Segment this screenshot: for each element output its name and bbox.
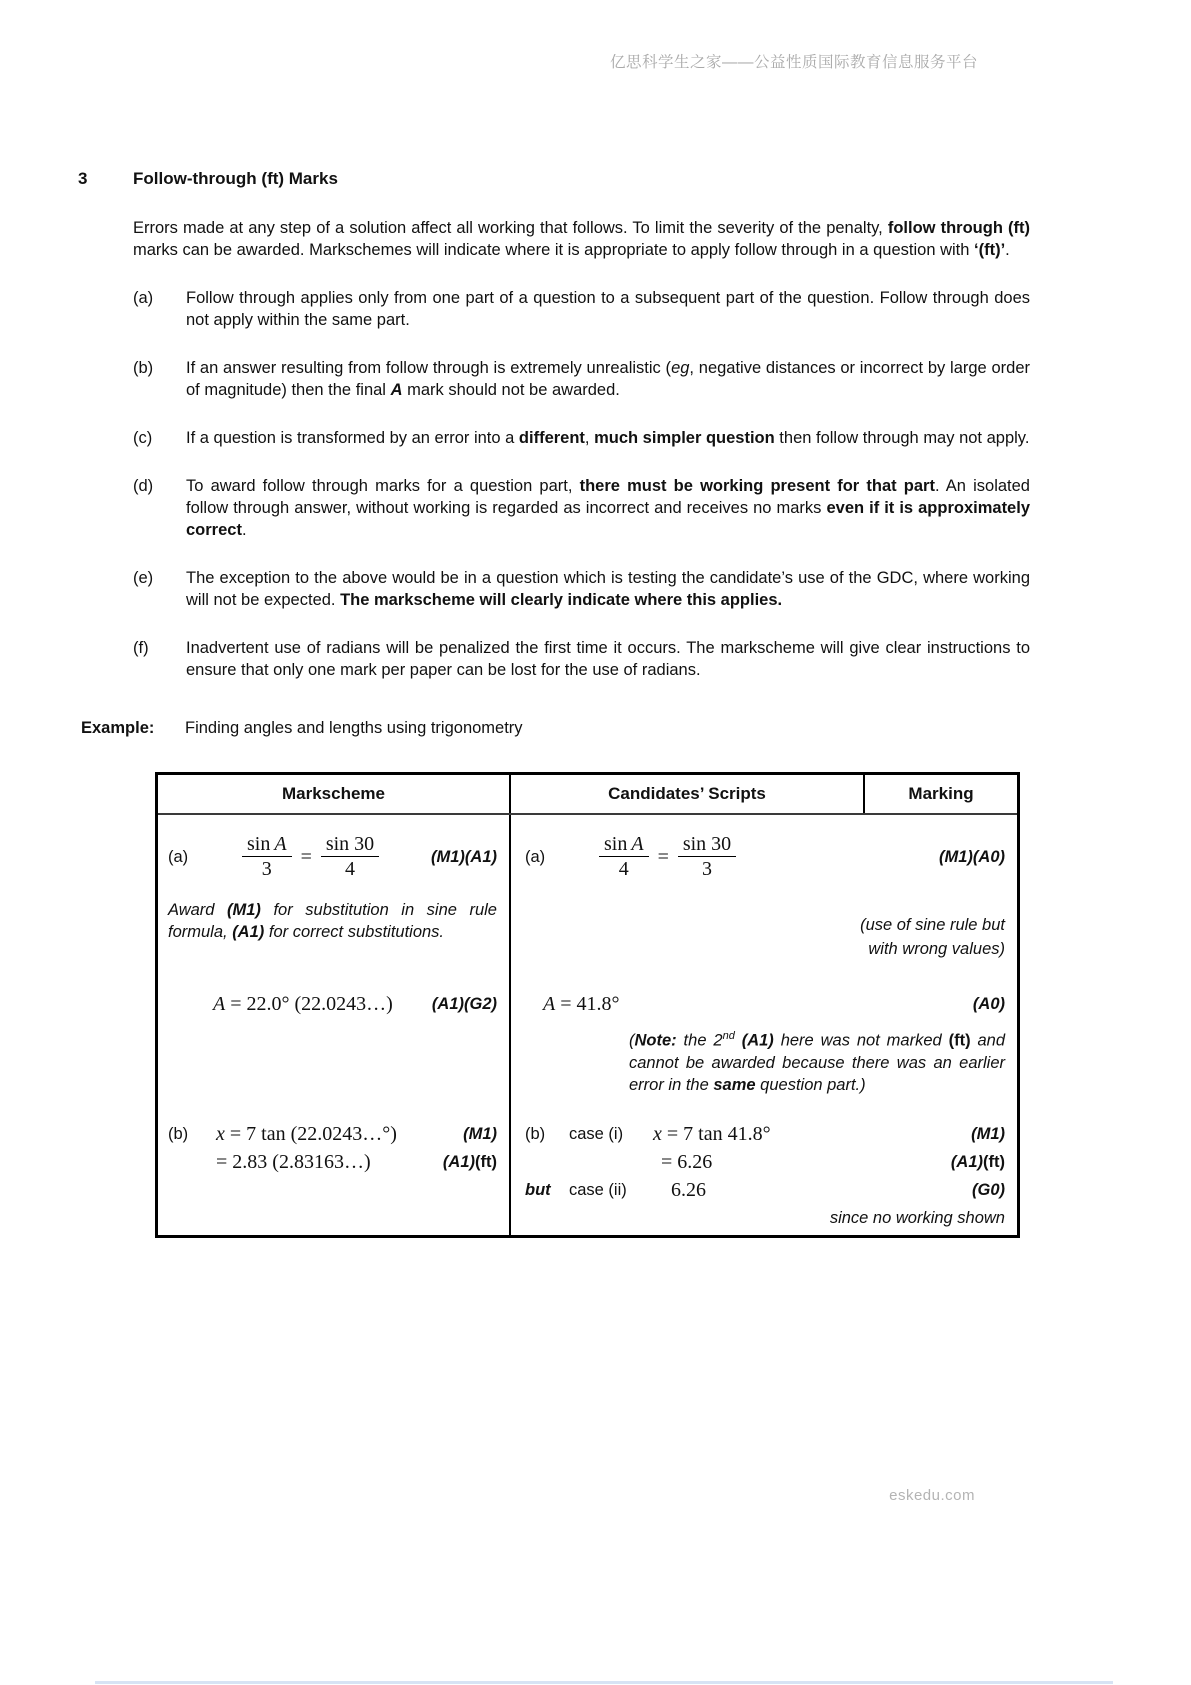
answer-expression xyxy=(653,1123,771,1145)
fraction-numerator: sin 30 xyxy=(678,833,736,857)
superscript: nd xyxy=(722,1030,735,1042)
sine-rule-equation xyxy=(599,833,736,881)
marks-badge: (M1) xyxy=(971,1125,1005,1143)
item-text xyxy=(186,427,1030,449)
math-variable: x xyxy=(216,1123,225,1145)
part-label: (a) xyxy=(168,847,189,866)
text-run: mark should not be awarded. xyxy=(402,381,620,399)
text-run-bold: even if it is approximately correct xyxy=(186,499,1030,539)
text-run-bold: different xyxy=(518,429,585,447)
math-function: sin xyxy=(604,833,628,855)
marks-badge: (G0) xyxy=(972,1181,1005,1199)
case-label: case (ii) xyxy=(569,1181,627,1199)
answer-expression xyxy=(216,1123,397,1145)
text-run: Award xyxy=(168,901,228,919)
answer-expression xyxy=(543,993,620,1015)
header-watermark: 亿思科学生之家——公益性质国际教育信息服务平台 xyxy=(609,54,978,71)
text-run-bold: much simpler question xyxy=(594,429,775,447)
candidate-part-a-equation xyxy=(525,833,1005,881)
fraction xyxy=(678,833,736,881)
marks-italic: (A1) xyxy=(442,1153,476,1171)
table-header-candidates: Candidates’ Scripts xyxy=(511,775,865,813)
fraction xyxy=(599,833,649,881)
marks-badge xyxy=(443,1151,497,1173)
item-label: (a) xyxy=(133,289,154,307)
text-run: , negative distances or incorrect by large order of magnitude) then the final xyxy=(186,359,1031,399)
text-run: for correct substitutions. xyxy=(264,923,445,941)
text-run: here was not marked xyxy=(773,1031,949,1050)
marks-ft: (ft) xyxy=(948,1031,971,1050)
marks-badge: (M1)(A1) xyxy=(431,847,497,866)
footer-watermark: eskedu.com xyxy=(889,1487,975,1504)
award-note xyxy=(168,899,497,943)
candidate-answer-line xyxy=(525,993,1005,1015)
item-text xyxy=(186,287,1030,331)
list-item-e xyxy=(133,567,1030,611)
list-item-f xyxy=(133,637,1030,681)
item-text xyxy=(186,475,1030,541)
text-run-bold: there must be working present for that part xyxy=(579,477,935,495)
item-text xyxy=(186,637,1030,681)
text-run: If a question is transformed by an error into a xyxy=(186,429,519,447)
text-run: . xyxy=(241,521,247,539)
text-run: and cannot be awarded because there was an earlier error in the xyxy=(629,1031,1005,1094)
markscheme-answer-line xyxy=(168,993,497,1015)
example-label: Example: xyxy=(81,719,155,737)
section-number: 3 xyxy=(78,169,88,188)
sine-rule-equation xyxy=(242,833,379,881)
fraction xyxy=(321,833,379,881)
marks-badge: (A0) xyxy=(972,995,1005,1013)
answer-expression: = 6.26 xyxy=(661,1151,713,1173)
text-run: marks can be awarded. Markschemes will indicate where it is appropriate to apply follow through in a question with xyxy=(133,241,975,259)
bottom-accent-bar xyxy=(95,1681,1113,1684)
markscheme-cell xyxy=(158,815,511,1235)
text-run: , xyxy=(584,429,595,447)
math-variable: A xyxy=(274,833,287,855)
fraction-denominator: 3 xyxy=(261,858,272,881)
math-variable: A xyxy=(213,993,226,1015)
candidate-part-b-line1 xyxy=(525,1123,1005,1145)
intro-paragraph xyxy=(133,217,1030,261)
section-title: Follow-through (ft) Marks xyxy=(133,169,338,188)
item-text xyxy=(186,567,1030,611)
text-run-bold: ‘(ft)’ xyxy=(974,241,1006,259)
table-header-markscheme: Markscheme xyxy=(158,775,511,813)
case-label: case (i) xyxy=(569,1125,624,1143)
markscheme-part-b-line1 xyxy=(168,1123,497,1145)
fraction-numerator: sin 30 xyxy=(321,833,379,857)
text-run: (use of sine rule but xyxy=(860,916,1005,934)
text-run-bold: (A1) xyxy=(232,923,265,941)
marks-badge: (A1)(G2) xyxy=(431,995,497,1013)
text-run-bold: The markscheme will clearly indicate where this applies. xyxy=(340,591,783,609)
math-variable: x xyxy=(653,1123,662,1145)
item-label: (c) xyxy=(133,429,153,447)
text-run-bold-italic: (A1) xyxy=(734,1031,774,1050)
part-label: (b) xyxy=(168,1125,189,1143)
math-variable: A xyxy=(543,993,556,1015)
text-run: . xyxy=(1005,241,1010,259)
text-run-italic: eg xyxy=(671,359,690,377)
candidate-part-b-case2 xyxy=(525,1179,1005,1201)
answer-expression xyxy=(213,993,393,1015)
fraction-denominator: 4 xyxy=(618,858,629,881)
text-run: . An isolated follow through answer, without working is regarded as incorrect and receives no marks xyxy=(186,477,1030,517)
text-run-bold-italic: A xyxy=(390,381,403,399)
marking-comment xyxy=(860,913,1005,961)
item-text xyxy=(186,357,1030,401)
part-label: (b) xyxy=(525,1125,546,1143)
item-label: (e) xyxy=(133,569,154,587)
math-text: = 22.0° (22.0243…) xyxy=(225,993,393,1015)
text-run: If an answer resulting from follow through is extremely unrealistic ( xyxy=(186,359,672,377)
math-text: = 7 tan 41.8° xyxy=(661,1123,771,1145)
math-text: = 41.8° xyxy=(555,993,620,1015)
answer-expression: = 2.83 (2.83163…) xyxy=(216,1151,371,1173)
text-run: The exception to the above would be in a question which is testing the candidate’s use of the GDC, where working will not be expected. xyxy=(186,569,1030,609)
text-run-bold-italic: same xyxy=(713,1075,756,1094)
item-label: (d) xyxy=(133,477,154,495)
item-label: (b) xyxy=(133,359,154,377)
math-function: sin xyxy=(247,833,271,855)
text-run: question part.) xyxy=(755,1075,866,1094)
text-run: To award follow through marks for a question part, xyxy=(186,477,580,495)
text-run: then follow through may not apply. xyxy=(774,429,1030,447)
math-variable: A xyxy=(631,833,644,855)
marks-ft: (ft) xyxy=(983,1153,1005,1171)
text-run: the 2 xyxy=(676,1031,723,1050)
marking-comment: since no working shown xyxy=(829,1209,1005,1227)
list-item-a xyxy=(133,287,1030,331)
text-run: ( xyxy=(629,1031,635,1050)
text-run: Inadvertent use of radians will be penalized the first time it occurs. The markscheme will give clear instructions to ensure that only one mark per paper can be lost for the use of radians. xyxy=(186,639,1030,679)
marks-badge xyxy=(951,1151,1005,1173)
list-item-b xyxy=(133,357,1030,401)
text-run-bold: (M1) xyxy=(227,901,261,919)
text-run: for substitution in sine rule formula, xyxy=(168,901,497,941)
list-item-d xyxy=(133,475,1030,541)
text-run: Errors made at any step of a solution affect all working that follows. To limit the severity of the penalty, xyxy=(133,219,888,237)
text-run-bold-italic: Note: xyxy=(634,1031,677,1050)
text-run-bold: follow through (ft) xyxy=(887,219,1030,237)
table-header-marking: Marking xyxy=(908,784,974,803)
answer-expression: 6.26 xyxy=(671,1179,706,1201)
but-label: but xyxy=(525,1181,551,1199)
section-heading xyxy=(78,168,1030,190)
markscheme-part-a-equation xyxy=(168,833,497,881)
item-label: (f) xyxy=(133,639,149,657)
fraction xyxy=(242,833,292,881)
equals-sign: = xyxy=(657,845,669,868)
table-body xyxy=(158,815,1017,1235)
example-text: Finding angles and lengths using trigonometry xyxy=(185,719,523,737)
markscheme-table xyxy=(155,772,1020,1238)
marks-ft: (ft) xyxy=(475,1153,497,1171)
marks-badge: (M1) xyxy=(463,1125,497,1143)
candidates-cell xyxy=(513,815,1017,1235)
marks-badge: (M1)(A0) xyxy=(939,847,1005,866)
candidate-part-b-line2 xyxy=(525,1151,1005,1173)
math-text: = 7 tan (22.0243…°) xyxy=(224,1123,397,1145)
table-header-row xyxy=(158,775,1017,815)
text-run: Follow through applies only from one part of a question to a subsequent part of the question. Follow through does not apply within the same part. xyxy=(186,289,1030,329)
fraction-denominator: 3 xyxy=(702,858,713,881)
marking-note xyxy=(629,1025,1005,1096)
part-label: (a) xyxy=(525,847,546,866)
example-row xyxy=(81,717,1030,739)
markscheme-part-b-line2 xyxy=(168,1151,497,1173)
marks-italic: (A1) xyxy=(950,1153,984,1171)
fraction-denominator: 4 xyxy=(345,858,356,881)
list-item-c xyxy=(133,427,1030,449)
equals-sign: = xyxy=(300,845,312,868)
text-run: with wrong values) xyxy=(868,940,1005,958)
page-content xyxy=(78,168,1030,1238)
